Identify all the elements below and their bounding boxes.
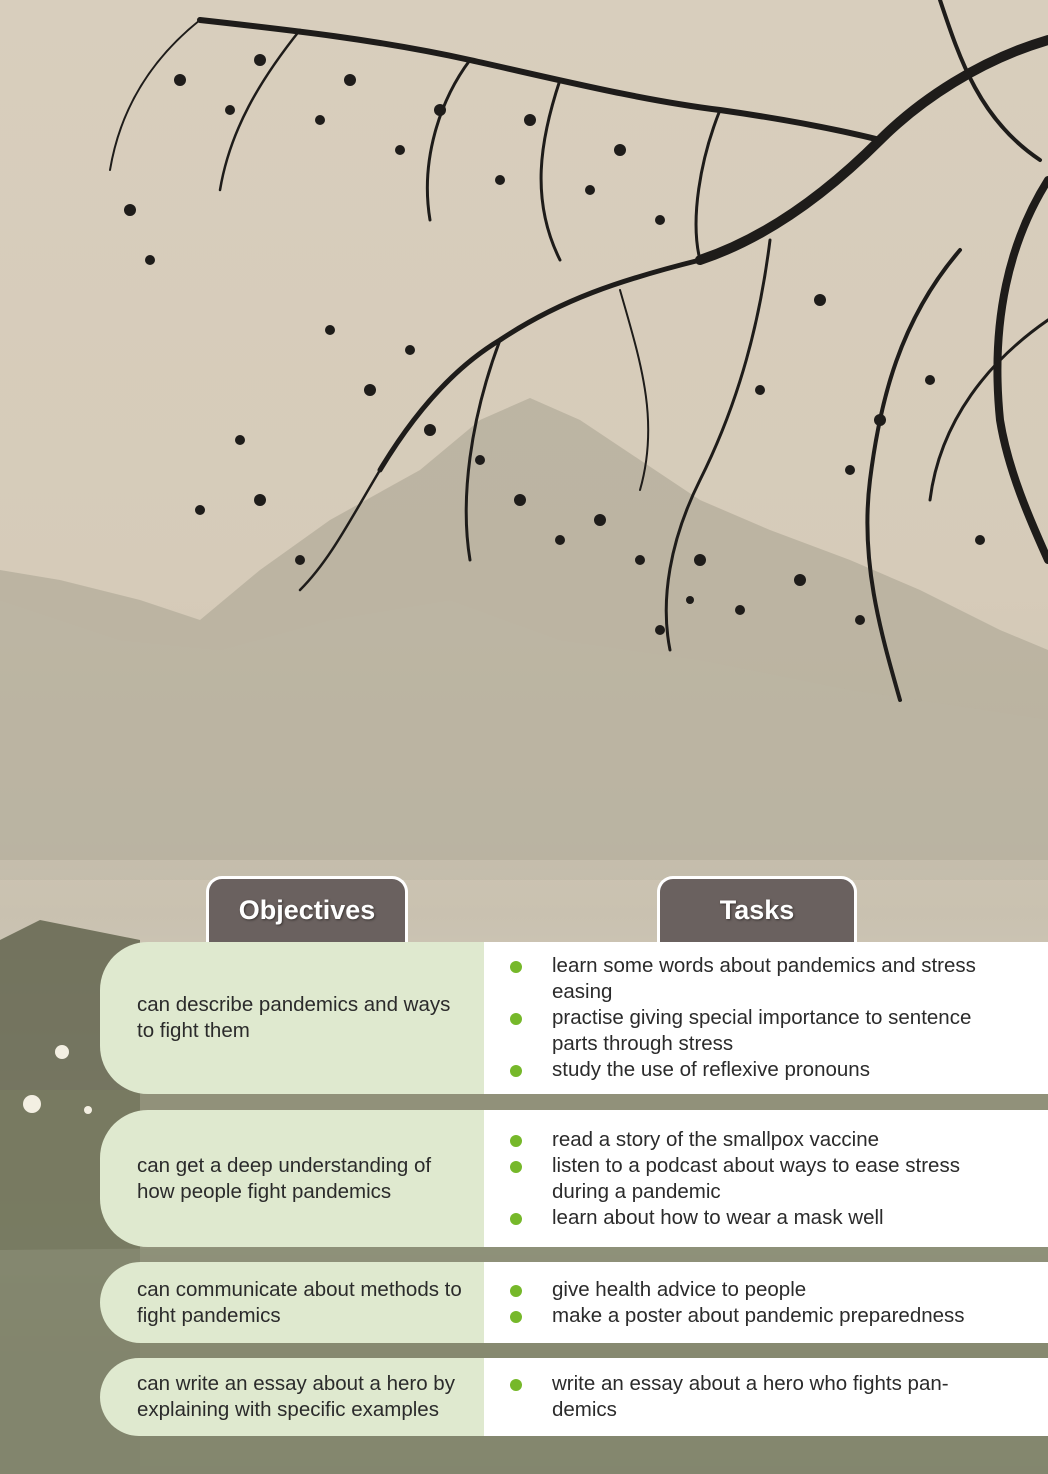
bullet-icon xyxy=(510,1213,522,1225)
tasks-header-tab xyxy=(657,876,857,942)
objective-cell xyxy=(100,942,484,1094)
bullet-icon xyxy=(510,1285,522,1297)
task-item xyxy=(552,1277,988,1303)
task-item xyxy=(552,1153,988,1205)
bullet-icon xyxy=(510,1379,522,1391)
task-item xyxy=(552,1205,988,1231)
tasks-cell xyxy=(484,1262,1048,1343)
bullet-icon xyxy=(510,1135,522,1147)
task-item xyxy=(552,1005,988,1057)
objective-row xyxy=(100,1262,1048,1343)
objective-text: can describe pandemics and ways to fight them xyxy=(137,993,451,1042)
objective-cell xyxy=(100,1262,484,1343)
objective-row xyxy=(100,942,1048,1094)
objective-row xyxy=(100,1110,1048,1247)
task-item xyxy=(552,1371,988,1423)
objective-cell xyxy=(100,1110,484,1247)
task-text: learn about how to wear a mask well xyxy=(552,1205,884,1229)
tasks-cell xyxy=(484,942,1048,1094)
task-text: listen to a podcast about ways to ease stress during a pandemic xyxy=(552,1153,960,1203)
objectives-header: Objectives xyxy=(238,895,376,925)
tasks-header: Tasks xyxy=(719,895,795,925)
task-item xyxy=(552,1127,988,1153)
objective-cell xyxy=(100,1358,484,1436)
objective-text: can write an essay about a hero by explaining with specific examples xyxy=(137,1372,455,1421)
tasks-cell xyxy=(484,1358,1048,1436)
task-text: make a poster about pandemic preparedness xyxy=(552,1303,965,1327)
task-text: write an essay about a hero who fights pan-demics xyxy=(552,1372,949,1421)
task-text: learn some words about pandemics and stress easing xyxy=(552,954,976,1003)
objective-text: can communicate about methods to fight pandemics xyxy=(137,1277,462,1327)
task-item xyxy=(552,1303,988,1329)
objective-text: can get a deep understanding of how people fight pandemics xyxy=(137,1153,432,1203)
objectives-header-tab xyxy=(206,876,408,942)
task-item xyxy=(552,953,988,1005)
task-text: read a story of the smallpox vaccine xyxy=(552,1127,880,1151)
bullet-icon xyxy=(510,1161,522,1173)
task-text: practise giving special importance to sentence parts through stress xyxy=(552,1006,972,1055)
task-text: give health advice to people xyxy=(552,1277,807,1301)
objective-row xyxy=(100,1358,1048,1436)
bullet-icon xyxy=(510,1013,522,1025)
bullet-icon xyxy=(510,1311,522,1323)
task-item xyxy=(552,1057,988,1083)
bullet-icon xyxy=(510,1065,522,1077)
task-text: study the use of reflexive pronouns xyxy=(552,1058,870,1081)
bullet-icon xyxy=(510,961,522,973)
tasks-cell xyxy=(484,1110,1048,1247)
